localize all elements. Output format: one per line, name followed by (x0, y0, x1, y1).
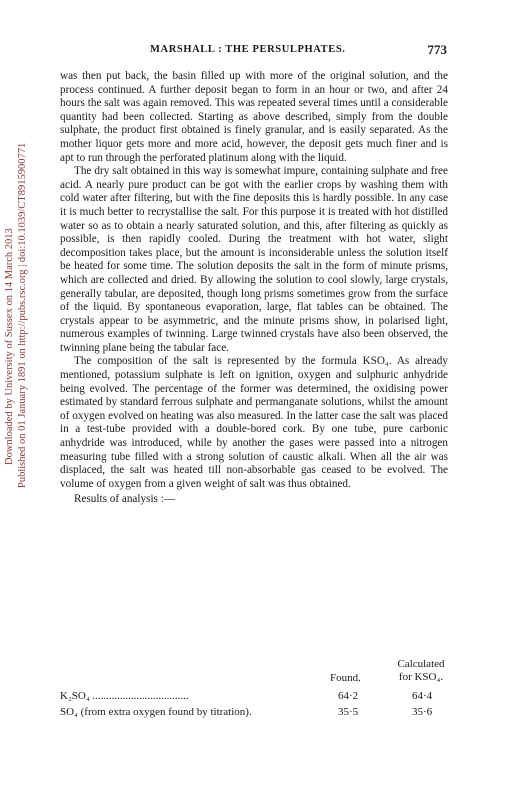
page-number: 773 (427, 42, 447, 57)
download-watermark (0, 0, 40, 793)
row-label: SO₄ (from extra oxygen found by titration). (60, 706, 252, 718)
paragraph: was then put back, the basin filled up with more of the original solution, and the process continued. A further deposit began to form in an hour or two, and after 24 hours the salt was again removed. This was repeated several times until a considerable quantity had been collected. Starting as above described, simply from the double sulphate, the product first obtained is finely granular, and is easily separated. As the mother liquor gets more and more acid, however, the deposit gets much finer and is apt to run through the perforated platinum along with the liquid. (60, 70, 448, 164)
column-header-found: Found. (330, 672, 361, 684)
download-notice: Downloaded by University of Sussex on 14 March 2013 (4, 228, 15, 465)
running-head: MARSHALL : THE PERSULPHATES. (150, 44, 346, 55)
paragraph: The composition of the salt is represented by the formula KSO₄. As already mentioned, potassium sulphate is left on ignition, oxygen and sulphuric anhydride being evolved. The percentage of the former was determined, the oxidising power estimated by standard ferrous sulphate and permanganate solutions, whilst the amount of oxygen evolved on heating was also measured. In the latter case the salt was placed in a test-tube provided with a double-bored cork. By one tube, pure carbonic anhydride was introduced, while by another the gases were passed into a nitrogen measuring tube filled with a strong solution of caustic alkali. When all the air was displaced, the salt was heated till non-absorbable gas ceased to be evolved. The volume of oxygen from a given weight of salt was thus obtained. (60, 355, 448, 490)
page-header (60, 44, 445, 60)
column-header-calculated: Calculated for KSO₄. (397, 658, 445, 683)
table-row (60, 706, 450, 720)
results-label: Results of analysis :— (74, 493, 175, 506)
calculated-value: 35·6 (412, 706, 433, 718)
paragraph: The dry salt obtained in this way is somewhat impure, containing sulphate and free acid. A nearly pure product can be got with the earlier crops by washing them with cold water after filtering, but with the fine deposits this is hardly possible. In any case it is much better to recrystallise the salt. For this purpose it is treated with hot distilled water so as to obtain a nearly saturated solution, and this, after filtering as quickly as possible, is then rapidly cooled. During the treatment with hot water, slight decomposition takes place, but the amount is inconsiderable unless the solution itself be heated for some time. The solution deposits the salt in the form of minute prisms, which are collected and dried. By allowing the solution to cool slowly, large crystals, generally tabular, are deposited, though long prisms sometimes grow from the surface of the liquid. By spontaneous evaporation, large, flat tables can be obtained. The crystals appear to be asymmetric, and the minute prisms show, in polarised light, numerous examples of twinning. Large twinned crystals have also been observed, the twinning plane being the tabular face. (60, 165, 448, 354)
found-value: 64·2 (338, 690, 359, 702)
row-label: K₂SO₄ ................................... (60, 690, 189, 702)
table-row (60, 690, 450, 704)
body-text (60, 70, 448, 507)
found-value: 35·5 (338, 706, 359, 718)
publication-notice: Published on 01 January 1891 on http://pubs.rsc.org | doi:10.1039/CT8915900771 (17, 142, 28, 488)
calculated-value: 64·4 (412, 690, 433, 702)
